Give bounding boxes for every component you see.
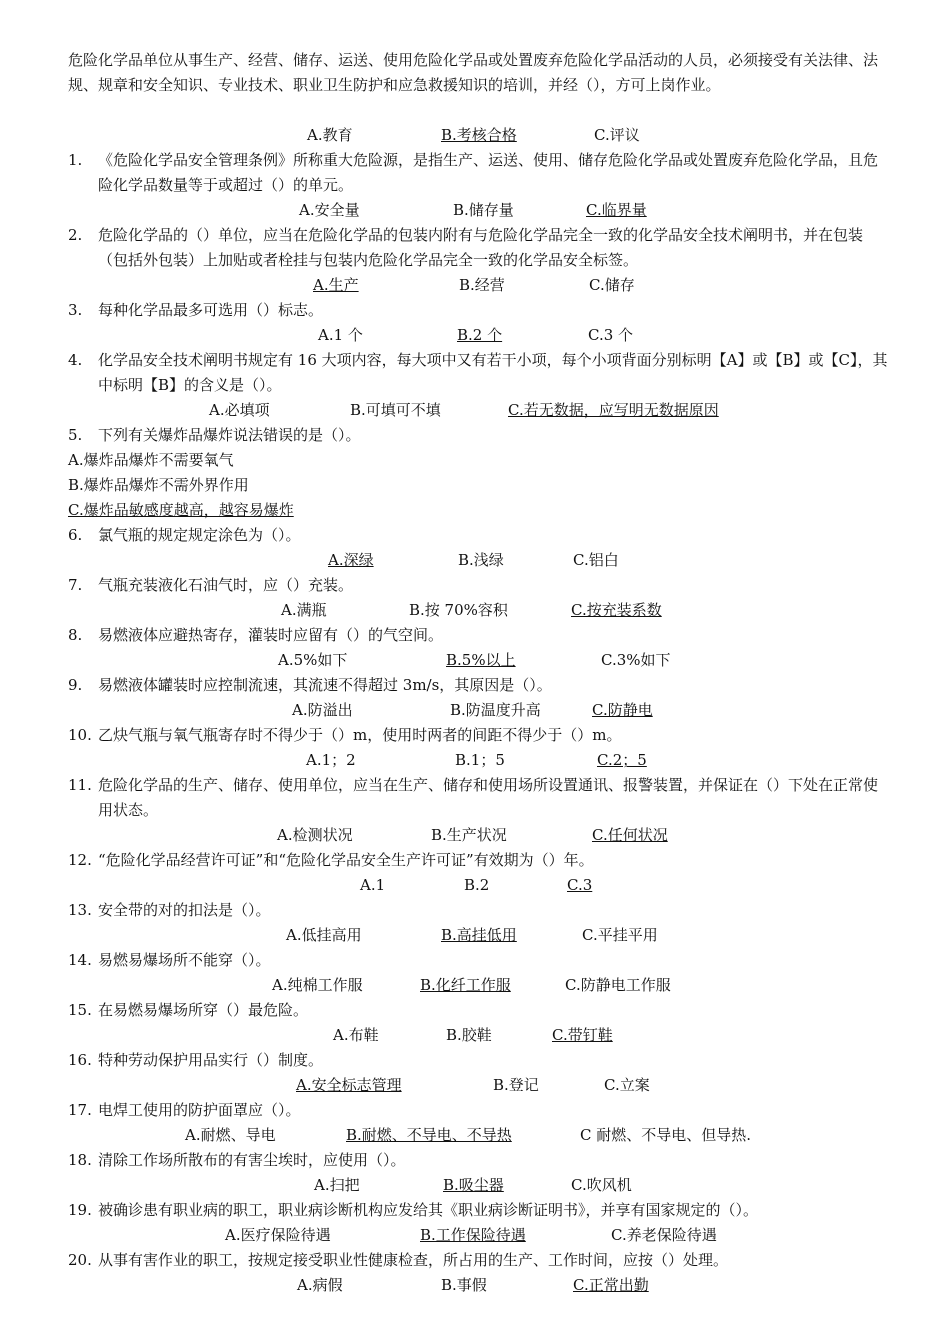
option-a: A.必填项 bbox=[209, 401, 270, 419]
question-6-options bbox=[0, 548, 950, 573]
option-c: C.评议 bbox=[594, 126, 640, 144]
option-c: C.3 个 bbox=[588, 326, 634, 344]
option-c: C 耐燃、不导电、但导热. bbox=[580, 1126, 752, 1144]
option-c: C.平挂平用 bbox=[582, 926, 658, 944]
option-b: B.浅绿 bbox=[458, 551, 504, 569]
question-text: “危险化学品经营许可证”和“危险化学品安全生产许可证”有效期为（）年。 bbox=[98, 851, 594, 869]
question-text: 氯气瓶的规定规定涂色为（）。 bbox=[98, 526, 301, 544]
option-b-answer: B.高挂低用 bbox=[441, 926, 517, 944]
question-5 bbox=[68, 423, 892, 448]
option-c-answer: C.3 bbox=[567, 876, 593, 894]
question-number: 8. bbox=[68, 626, 83, 644]
question-8-options bbox=[0, 648, 950, 673]
option-b-answer: B.2 个 bbox=[457, 326, 503, 344]
question-text: 被确诊患有职业病的职工，职业病诊断机构应发给其《职业病诊断证明书》，并享有国家规定的（）。 bbox=[98, 1201, 759, 1219]
option-a: A.1 个 bbox=[318, 326, 363, 344]
question-number: 14. bbox=[68, 951, 92, 969]
question-number: 20. bbox=[68, 1251, 92, 1269]
question-14-options bbox=[0, 973, 950, 998]
question-number: 18. bbox=[68, 1151, 92, 1169]
option-c: C.防静电工作服 bbox=[565, 976, 671, 994]
option-b-answer: B.工作保险待遇 bbox=[420, 1226, 526, 1244]
option-a: A.纯棉工作服 bbox=[272, 976, 363, 994]
question-1-options bbox=[0, 198, 950, 223]
question-number: 15. bbox=[68, 1001, 92, 1019]
question-number: 17. bbox=[68, 1101, 92, 1119]
intro-question bbox=[68, 48, 888, 98]
option-c-answer: C.任何状况 bbox=[592, 826, 668, 844]
option-c-answer: C.正常出勤 bbox=[573, 1276, 649, 1294]
question-number: 5. bbox=[68, 426, 83, 444]
option-c: C.3%如下 bbox=[601, 651, 671, 669]
option-b: B.防温度升高 bbox=[450, 701, 541, 719]
option-c: C.立案 bbox=[604, 1076, 650, 1094]
intro-text: 危险化学品单位从事生产、经营、储存、运送、使用危险化学品或处置废弃危险化学品活动的人员，必须接受有关法律、法规、规章和安全知识、专业技术、职业卫生防护和应急救援知识的培训，并经（），方可上岗作业。 bbox=[68, 51, 879, 94]
option-b: B.胶鞋 bbox=[446, 1026, 492, 1044]
question-18-options bbox=[0, 1173, 950, 1198]
option-a: A.防溢出 bbox=[292, 701, 353, 719]
option-a: A.检测状况 bbox=[277, 826, 353, 844]
question-number: 11. bbox=[68, 776, 92, 794]
question-text: 电焊工使用的防护面罩应（）。 bbox=[98, 1101, 301, 1119]
question-number: 19. bbox=[68, 1201, 92, 1219]
question-text: 气瓶充装液化石油气时，应（）充装。 bbox=[98, 576, 354, 594]
question-16 bbox=[68, 1048, 892, 1073]
question-number: 10. bbox=[68, 726, 92, 744]
question-number: 16. bbox=[68, 1051, 92, 1069]
option-a: A.满瓶 bbox=[281, 601, 327, 619]
option-b-answer: B.5%以上 bbox=[446, 651, 516, 669]
question-3-options bbox=[0, 323, 950, 348]
question-number: 7. bbox=[68, 576, 83, 594]
question-text: 安全带的对的扣法是（）。 bbox=[98, 901, 271, 919]
question-text: 易燃液体应避热寄存，灌装时应留有（）的气空间。 bbox=[98, 626, 444, 644]
question-20 bbox=[68, 1248, 892, 1273]
option-c-answer: C.2；5 bbox=[597, 751, 647, 769]
question-19 bbox=[68, 1198, 892, 1223]
question-11 bbox=[68, 773, 892, 823]
question-text: 每种化学品最多可选用（）标志。 bbox=[98, 301, 324, 319]
question-number: 2. bbox=[68, 226, 83, 244]
option-a: A.耐燃、导电 bbox=[185, 1126, 276, 1144]
question-17 bbox=[68, 1098, 892, 1123]
option-c: C.养老保险待遇 bbox=[611, 1226, 717, 1244]
option-b: B.储存量 bbox=[453, 201, 514, 219]
option-a: A.医疗保险待遇 bbox=[225, 1226, 331, 1244]
option-b-answer: B.考核合格 bbox=[441, 126, 517, 144]
option-c: C.储存 bbox=[589, 276, 635, 294]
option-c-answer: C.带钉鞋 bbox=[552, 1026, 613, 1044]
option-b-answer: B.吸尘器 bbox=[443, 1176, 504, 1194]
question-4 bbox=[68, 348, 892, 398]
question-11-options bbox=[0, 823, 950, 848]
question-number: 12. bbox=[68, 851, 92, 869]
question-17-options bbox=[0, 1123, 950, 1148]
option-a: A.病假 bbox=[297, 1276, 343, 1294]
question-text: 危险化学品的（）单位，应当在危险化学品的包装内附有与危险化学品完全一致的化学品安全技术阐明书，并在包装（包括外包装）上加贴或者栓挂与包装内危险化学品完全一致的化学品安全标签。 bbox=[98, 226, 864, 269]
option-b-answer: B.化纤工作服 bbox=[420, 976, 511, 994]
question-text: 《危险化学品安全管理条例》所称重大危险源，是指生产、运送、使用、储存危险化学品或处置废弃危险化学品，且危险化学品数量等于或超过（）的单元。 bbox=[98, 151, 879, 194]
question-1 bbox=[68, 148, 892, 198]
question-text: 化学品安全技术阐明书规定有 16 大项内容，每大项中又有若干小项，每个小项背面分别标明【A】或【B】或【C】，其中标明【B】的含义是（）。 bbox=[98, 351, 888, 394]
option-c-answer: C.爆炸品敏感度越高，越容易爆炸 bbox=[68, 501, 294, 519]
question-number: 13. bbox=[68, 901, 92, 919]
question-2-options bbox=[0, 273, 950, 298]
option-a-answer: A.安全标志管理 bbox=[296, 1076, 402, 1094]
question-13 bbox=[68, 898, 892, 923]
question-7 bbox=[68, 573, 892, 598]
question-text: 易燃易爆场所不能穿（）。 bbox=[98, 951, 271, 969]
question-12 bbox=[68, 848, 892, 873]
option-a: A.5%如下 bbox=[278, 651, 348, 669]
question-15-options bbox=[0, 1023, 950, 1048]
option-b: B.登记 bbox=[493, 1076, 539, 1094]
question-number: 1. bbox=[68, 151, 83, 169]
option-b: B.按 70%容积 bbox=[409, 601, 508, 619]
option-b-answer: B.耐燃、不导电、不导热 bbox=[346, 1126, 512, 1144]
option-b: B.1；5 bbox=[455, 751, 505, 769]
question-19-options bbox=[0, 1223, 950, 1248]
option-c: C.吹风机 bbox=[571, 1176, 632, 1194]
option-b: B.经营 bbox=[459, 276, 505, 294]
question-10-options bbox=[0, 748, 950, 773]
question-10 bbox=[68, 723, 892, 748]
option-c-answer: C.按充装系数 bbox=[571, 601, 662, 619]
option-b: B.可填可不填 bbox=[350, 401, 441, 419]
option-a: A.1 bbox=[360, 876, 386, 894]
option-b: B.事假 bbox=[441, 1276, 487, 1294]
question-text: 危险化学品的生产、储存、使用单位，应当在生产、储存和使用场所设置通讯、报警装置，并保证在（）下处在正常使用状态。 bbox=[98, 776, 879, 819]
question-20-options bbox=[0, 1273, 950, 1298]
option-c-answer: C.防静电 bbox=[592, 701, 653, 719]
question-text: 乙炔气瓶与氧气瓶寄存时不得少于（）m，使用时两者的间距不得少于（）m。 bbox=[98, 726, 622, 744]
option-a: A.爆炸品爆炸不需要氧气 bbox=[68, 451, 234, 469]
option-c-answer: C.若无数据，应写明无数据原因 bbox=[508, 401, 719, 419]
question-16-options bbox=[0, 1073, 950, 1098]
question-3 bbox=[68, 298, 892, 323]
question-text: 特种劳动保护用品实行（）制度。 bbox=[98, 1051, 324, 1069]
question-6 bbox=[68, 523, 892, 548]
question-4-options bbox=[0, 398, 950, 423]
question-text: 在易燃易爆场所穿（）最危险。 bbox=[98, 1001, 309, 1019]
option-a: A.安全量 bbox=[299, 201, 360, 219]
option-c-answer: C.临界量 bbox=[586, 201, 647, 219]
option-a: A.扫把 bbox=[314, 1176, 360, 1194]
question-number: 6. bbox=[68, 526, 83, 544]
option-a-answer: A.深绿 bbox=[328, 551, 374, 569]
intro-options bbox=[0, 123, 950, 148]
question-text: 易燃液体罐装时应控制流速，其流速不得超过 3m/s，其原因是（）。 bbox=[98, 676, 552, 694]
question-9 bbox=[68, 673, 892, 698]
option-a: A.低挂高用 bbox=[286, 926, 362, 944]
option-a: A.布鞋 bbox=[333, 1026, 379, 1044]
question-text: 从事有害作业的职工，按规定接受职业性健康检查，所占用的生产、工作时间，应按（）处理。 bbox=[98, 1251, 729, 1269]
question-number: 3. bbox=[68, 301, 83, 319]
question-14 bbox=[68, 948, 892, 973]
question-number: 4. bbox=[68, 351, 83, 369]
option-a: A.教育 bbox=[307, 126, 353, 144]
question-text: 清除工作场所散布的有害尘埃时，应使用（）。 bbox=[98, 1151, 406, 1169]
question-8 bbox=[68, 623, 892, 648]
question-9-options bbox=[0, 698, 950, 723]
question-number: 9. bbox=[68, 676, 83, 694]
option-b: B.爆炸品爆炸不需外界作用 bbox=[68, 476, 249, 494]
option-c: C.铝白 bbox=[573, 551, 619, 569]
option-a-answer: A.生产 bbox=[313, 276, 359, 294]
question-15 bbox=[68, 998, 892, 1023]
question-7-options bbox=[0, 598, 950, 623]
question-13-options bbox=[0, 923, 950, 948]
question-18 bbox=[68, 1148, 892, 1173]
question-text: 下列有关爆炸品爆炸说法错误的是（）。 bbox=[98, 426, 361, 444]
question-2 bbox=[68, 223, 892, 273]
option-b: B.2 bbox=[464, 876, 490, 894]
question-12-options bbox=[0, 873, 950, 898]
option-b: B.生产状况 bbox=[431, 826, 507, 844]
option-a: A.1；2 bbox=[306, 751, 356, 769]
